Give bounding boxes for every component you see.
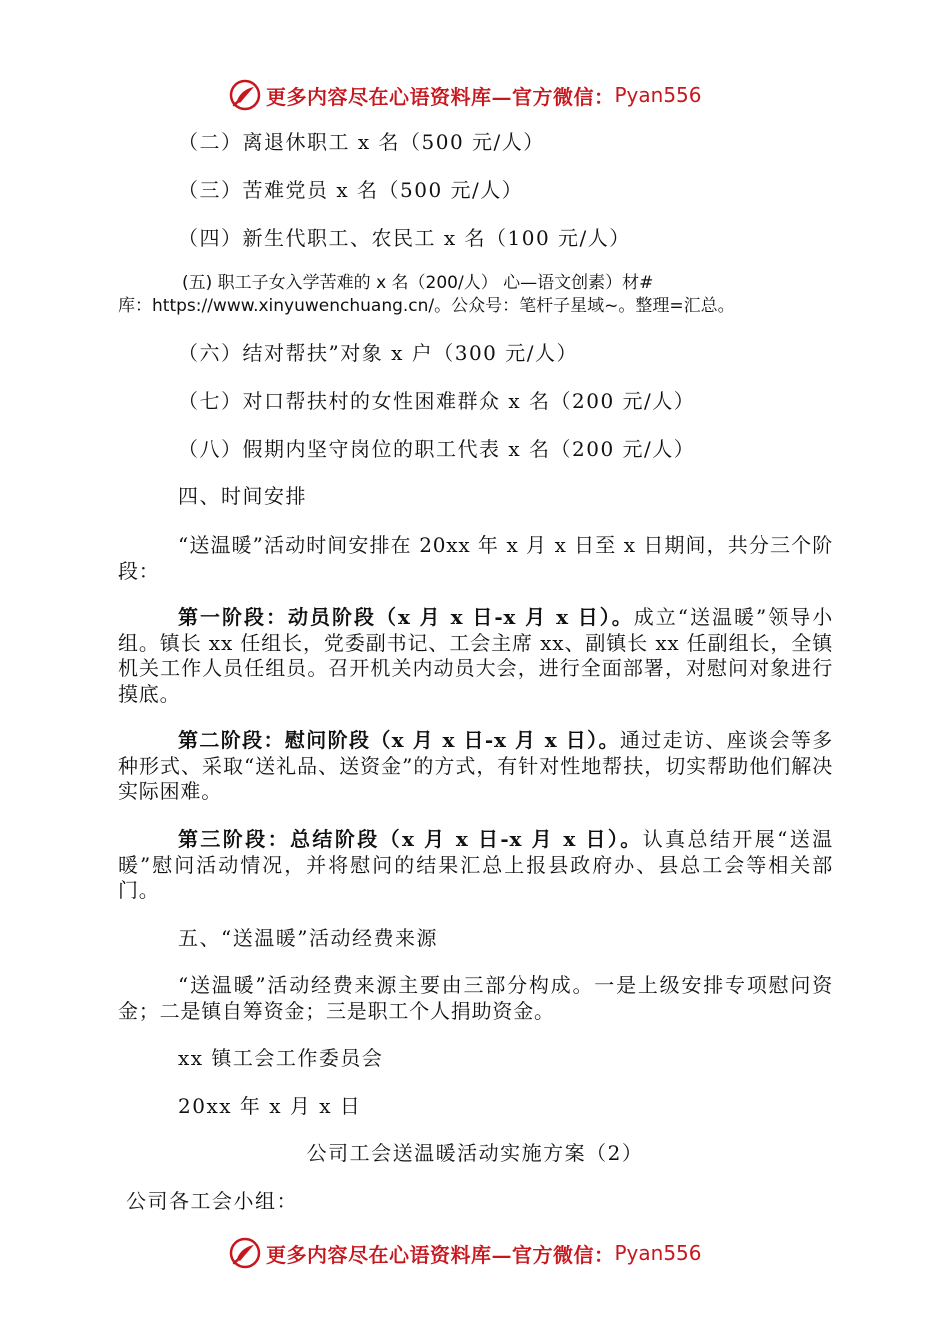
stage-1-paragraph (118, 605, 833, 707)
watermark-banner-top (228, 78, 702, 112)
stage-1-title: 第一阶段：动员阶段（x 月 x 日-x 月 x 日）。 (178, 605, 634, 629)
stage-3-text: 认真总结开展“送温暖”慰问活动情况，并将慰问的结果汇总上报县政府办、县总工会等相关部门。 (118, 827, 833, 902)
stage-2-text: 通过走访、座谈会等多种形式、采取“送礼品、送资金”的方式，有针对性地帮扶，切实帮助他们解决实际困难。 (118, 728, 834, 803)
funding-paragraph: “送温暖”活动经费来源主要由三部分构成。一是上级安排专项慰问资金；二是镇自筹资金；三是职工个人捐助资金。 (118, 973, 833, 1023)
watermark-wechat-id: Pyan556 (614, 1241, 702, 1265)
list-item: （四）新生代职工、农民工 x 名（100 元/人） (178, 226, 631, 250)
stage-3-title: 第三阶段：总结阶段（x 月 x 日-x 月 x 日）。 (178, 827, 643, 851)
list-item: （二）离退休职工 x 名（500 元/人） (178, 130, 545, 154)
stage-3-paragraph (118, 827, 833, 904)
signature-org: xx 镇工会工作委员会 (178, 1046, 384, 1070)
list-item: （六）结对帮扶”对象 x 户（300 元/人） (178, 341, 578, 365)
section-heading-funding: 五、“送温暖”活动经费来源 (178, 926, 438, 950)
brand-logo-icon (228, 1236, 262, 1270)
section-heading-time: 四、时间安排 (178, 484, 307, 508)
stage-2-paragraph (118, 728, 833, 805)
list-item-5-line1: (五) 职工子女入学苦难的 x 名（200/人） 心—语文创素）材# (182, 273, 654, 293)
list-item: （三）苦难党员 x 名（500 元/人） (178, 178, 524, 202)
watermark-text: 更多内容尽在心语资料库—官方微信： (266, 1242, 615, 1267)
watermark-text: 更多内容尽在心语资料库—官方微信： (266, 84, 615, 109)
watermark-wechat-id: Pyan556 (614, 83, 702, 107)
list-item: （八）假期内坚守岗位的职工代表 x 名（200 元/人） (178, 437, 696, 461)
brand-logo-icon (228, 78, 262, 112)
section-intro-paragraph: “送温暖”活动时间安排在 20xx 年 x 月 x 日至 x 日期间，共分三个阶段： (118, 533, 833, 583)
watermark-banner-bottom (228, 1236, 702, 1270)
stage-1-text: 成立“送温暖”领导小组。镇长 xx 任组长，党委副书记、工会主席 xx、副镇长 xx 任副组长，全镇机关工作人员任组员。召开机关内动员大会，进行全面部署，对慰问对象进行摸底。 (118, 605, 834, 706)
signature-date: 20xx 年 x 月 x 日 (178, 1094, 362, 1118)
list-item-5-line2: 库：https://www.xinyuwenchuang.cn/。公众号：笔杆子星域~。整理=汇总。 (118, 296, 735, 316)
salutation: 公司各工会小组： (126, 1189, 298, 1213)
stage-2-title: 第二阶段：慰问阶段（x 月 x 日-x 月 x 日）。 (178, 728, 620, 752)
document-title: 公司工会送温暖活动实施方案（2） (306, 1141, 644, 1165)
list-item: （七）对口帮扶村的女性困难群众 x 名（200 元/人） (178, 389, 696, 413)
